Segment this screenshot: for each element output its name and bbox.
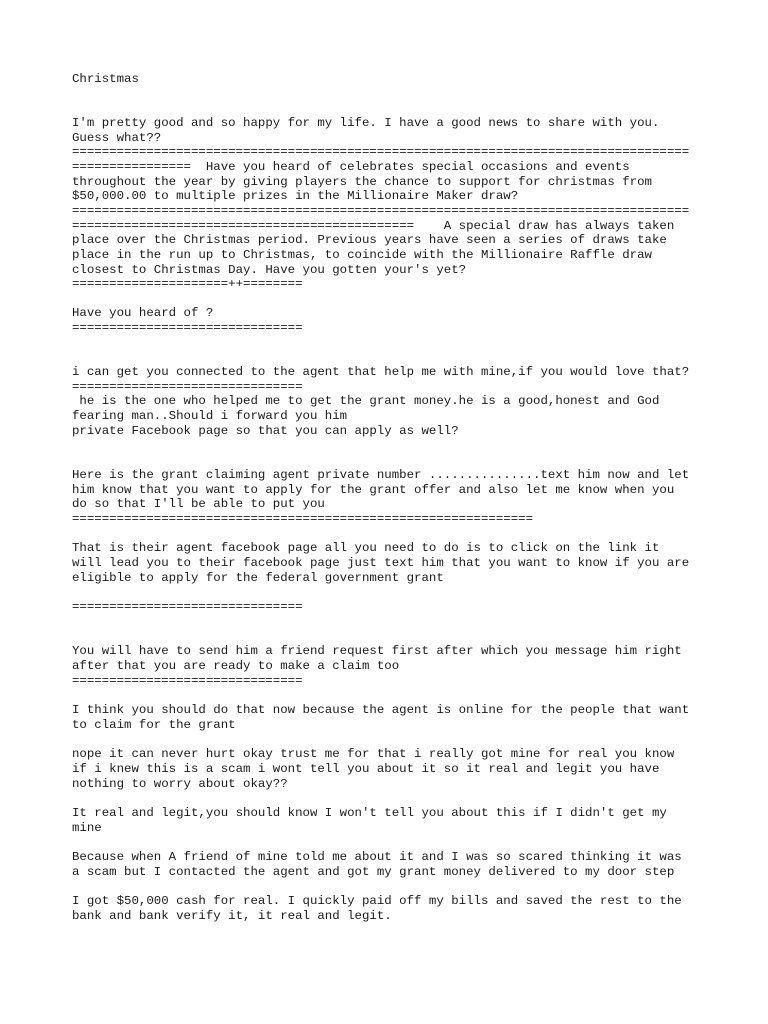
- text-line: ================ Have you heard of celebrates special occasions and events: [72, 160, 630, 174]
- text-line: a scam but I contacted the agent and got my grant money delivered to my door step: [72, 865, 675, 879]
- separator-line: ===============================: [72, 321, 303, 335]
- text-line: nothing to worry about okay??: [72, 777, 288, 791]
- text-line: fearing man..Should i forward you him: [72, 409, 348, 423]
- separator-line: ==============================================================: [72, 512, 534, 526]
- separator-line: =====================++========: [72, 277, 303, 291]
- text-line: Guess what??: [72, 131, 162, 145]
- text-line: closest to Christmas Day. Have you gotten your's yet?: [72, 263, 467, 277]
- text-line: i can get you connected to the agent that help me with mine,if you would love that?: [72, 365, 690, 379]
- separator-line: ===============================: [72, 380, 303, 394]
- text-line: him know that you want to apply for the grant offer and also let me know when you: [72, 483, 675, 497]
- text-line: if i knew this is a scam i wont tell you about it so it real and legit you have: [72, 762, 660, 776]
- text-line: he is the one who helped me to get the grant money.he is a good,honest and God: [72, 394, 660, 408]
- separator-line: ===================================================================================: [72, 204, 690, 218]
- text-line: place in the run up to Christmas, to coincide with the Millionaire Raffle draw: [72, 248, 652, 262]
- text-line: to claim for the grant: [72, 718, 236, 732]
- text-line: throughout the year by giving players the chance to support for christmas from: [72, 175, 652, 189]
- text-line: mine: [72, 821, 102, 835]
- text-line: That is their agent facebook page all you need to do is to click on the link it: [72, 541, 660, 555]
- text-line: Here is the grant claiming agent private number ...............text him now and let: [72, 468, 690, 482]
- text-line: Have you heard of ?: [72, 306, 214, 320]
- text-line: You will have to send him a friend request first after which you message him right: [72, 644, 682, 658]
- text-line: I got $50,000 cash for real. I quickly paid off my bills and saved the rest to the: [72, 894, 682, 908]
- text-line: I think you should do that now because the agent is online for the people that want: [72, 703, 690, 717]
- text-line: will lead you to their facebook page just text him that you want to know if you are: [72, 556, 690, 570]
- text-line: I'm pretty good and so happy for my life. I have a good news to share with you.: [72, 116, 660, 130]
- text-line: do so that I'll be able to put you: [72, 497, 325, 511]
- text-line: place over the Christmas period. Previous years have seen a series of draws take: [72, 233, 667, 247]
- text-line: It real and legit,you should know I won't tell you about this if I didn't get my: [72, 806, 667, 820]
- text-line: eligible to apply for the federal government grant: [72, 571, 444, 585]
- document-title: Christmas: [72, 72, 139, 86]
- text-line: bank and bank verify it, it real and legit.: [72, 909, 392, 923]
- text-line: $50,000.00 to multiple prizes in the Millionaire Maker draw?: [72, 189, 519, 203]
- text-line: ============================================== A special draw has always taken: [72, 219, 675, 233]
- text-line: private Facebook page so that you can apply as well?: [72, 424, 459, 438]
- text-line: Because when A friend of mine told me about it and I was so scared thinking it was: [72, 850, 682, 864]
- text-line: after that you are ready to make a claim too: [72, 659, 400, 673]
- separator-line: ===============================: [72, 674, 303, 688]
- separator-line: ===============================: [72, 600, 303, 614]
- separator-line: ===================================================================================: [72, 145, 690, 159]
- text-line: nope it can never hurt okay trust me for that i really got mine for real you know: [72, 747, 675, 761]
